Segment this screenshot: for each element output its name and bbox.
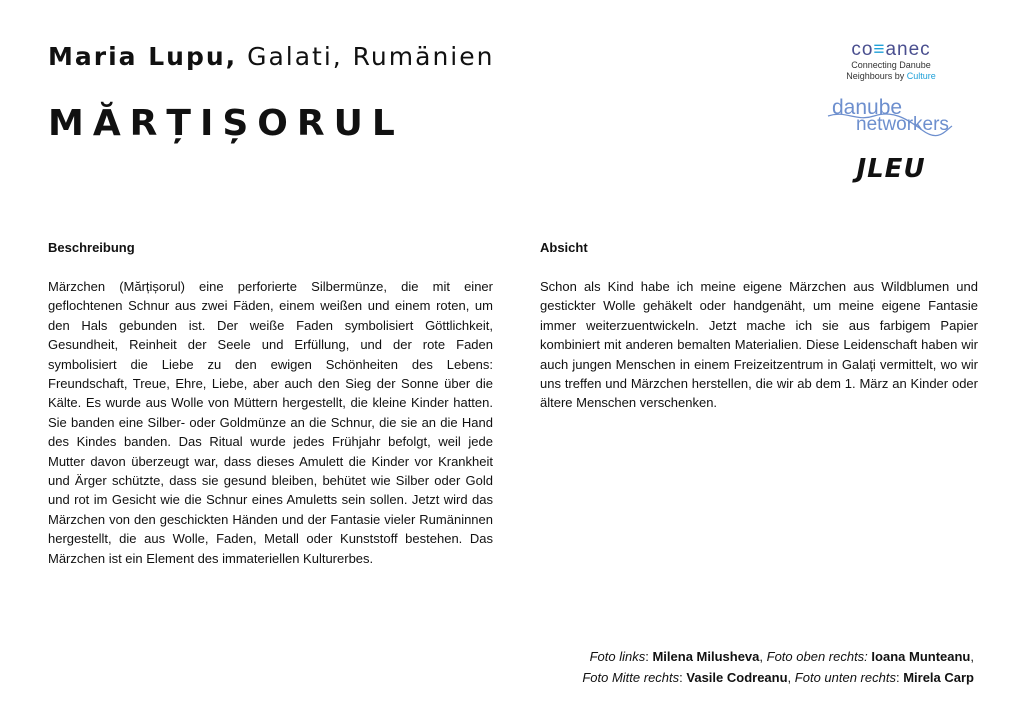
conanec-tagline-culture: Culture xyxy=(906,71,936,81)
danube-logo-word: danube xyxy=(832,96,903,119)
author-place: Galati, Rumänien xyxy=(237,42,495,71)
credit-top-right-label: Foto oben rechts: xyxy=(766,649,868,664)
conanec-tagline-2: Neighbours by xyxy=(846,71,907,81)
credit-bottom-right-label: Foto unten rechts xyxy=(794,670,896,685)
credit-left-label: Foto links xyxy=(589,649,646,664)
description-section xyxy=(48,240,493,568)
networkers-logo-word: networkers xyxy=(856,114,949,135)
danube-networkers-logo xyxy=(826,96,956,138)
page-title: MĂRȚIȘORUL xyxy=(48,103,404,144)
conanec-logo xyxy=(826,40,956,82)
danube-river-icon xyxy=(826,96,956,138)
credit-top-right-name: Ioana Munteanu xyxy=(871,649,971,664)
author-line xyxy=(48,42,494,71)
author-name: Maria Lupu, xyxy=(48,42,238,71)
conanec-brand-part2: anec xyxy=(885,39,931,60)
jleu-logo: JLEU xyxy=(856,154,926,184)
intention-heading: Absicht xyxy=(540,240,588,255)
logo-column xyxy=(826,40,956,184)
credit-bottom-right-name: Mirela Carp xyxy=(903,670,974,685)
photo-credits: Foto links: Milena Milusheva, Foto oben rechts: Ioana Munteanu, Foto Mitte rechts: Vasile Codreanu, Foto unten rechts: Mirela Carp xyxy=(582,649,974,685)
conanec-tagline-1: Connecting Danube xyxy=(851,60,931,70)
credit-left-name: Milena Milusheva xyxy=(652,649,760,664)
credit-middle-right-name: Vasile Codreanu xyxy=(686,670,788,685)
conanec-brand-part1: co xyxy=(851,39,874,60)
description-heading: Beschreibung xyxy=(48,240,135,255)
credit-middle-right-label: Foto Mitte rechts xyxy=(582,670,680,685)
intention-text: Schon als Kind habe ich meine eigene Märzchen aus Wildblumen und gestickter Wolle gehäkelt oder handgenäht, um meine eigene Fantasie immer weiterzuentwickeln. Jetzt mache ich sie aus farbigem Papier kombiniert mit anderen bemalten Materialien. Diese Leidenschaft haben wir auch jungen Menschen in einem Freizeitzentrum in Galați vermittelt, wo wir uns treffen und Märzchen herstellen, die wir ab dem 1. März an Kinder oder ältere Menschen verschenken. xyxy=(540,279,978,411)
conanec-wave-icon: ≡ xyxy=(873,39,886,60)
intention-section xyxy=(540,240,978,413)
description-text: Märzchen (Mărțișorul) eine perforierte Silbermünze, die mit einer geflochtenen Schnur aus zwei Fäden, einem weißen und einem roten, um den Hals gebunden ist. Der weiße Faden symbolisiert Göttlichkeit, Gesundheit, Reinheit der Seele und Erfüllung, und der rote Faden symbolisiert die Liebe zu den ewigen Schönheiten des Lebens: Freundschaft, Treue, Ehre, Liebe, aber auch den Sieg der Sonne über die Kälte. Es wurde aus Wolle von Müttern hergestellt, die kleine Kinder hatten. Sie banden eine Silber- oder Goldmünze an die Schnur, die sie an die Hand des Kindes banden. Das Ritual wurde jedes Frühjahr befolgt, weil jede Mutter davon überzeugt war, dass dieses Amulett die Kinder vor Krankheit und Ärger schützte, dass sie gesund bleiben, behütet wie Silber oder Gold und rot im Gesicht wie die Schnur eines Amuletts sein sollen. Jetzt wird das Märzchen von den geschickten Händen und der Fantasie vieler Rumäninnen hergestellt, die aus Wolle, Faden, Metall oder Kunststoff bestehen. Das Märzchen ist ein Element des immateriellen Kulturerbes. xyxy=(48,279,493,566)
